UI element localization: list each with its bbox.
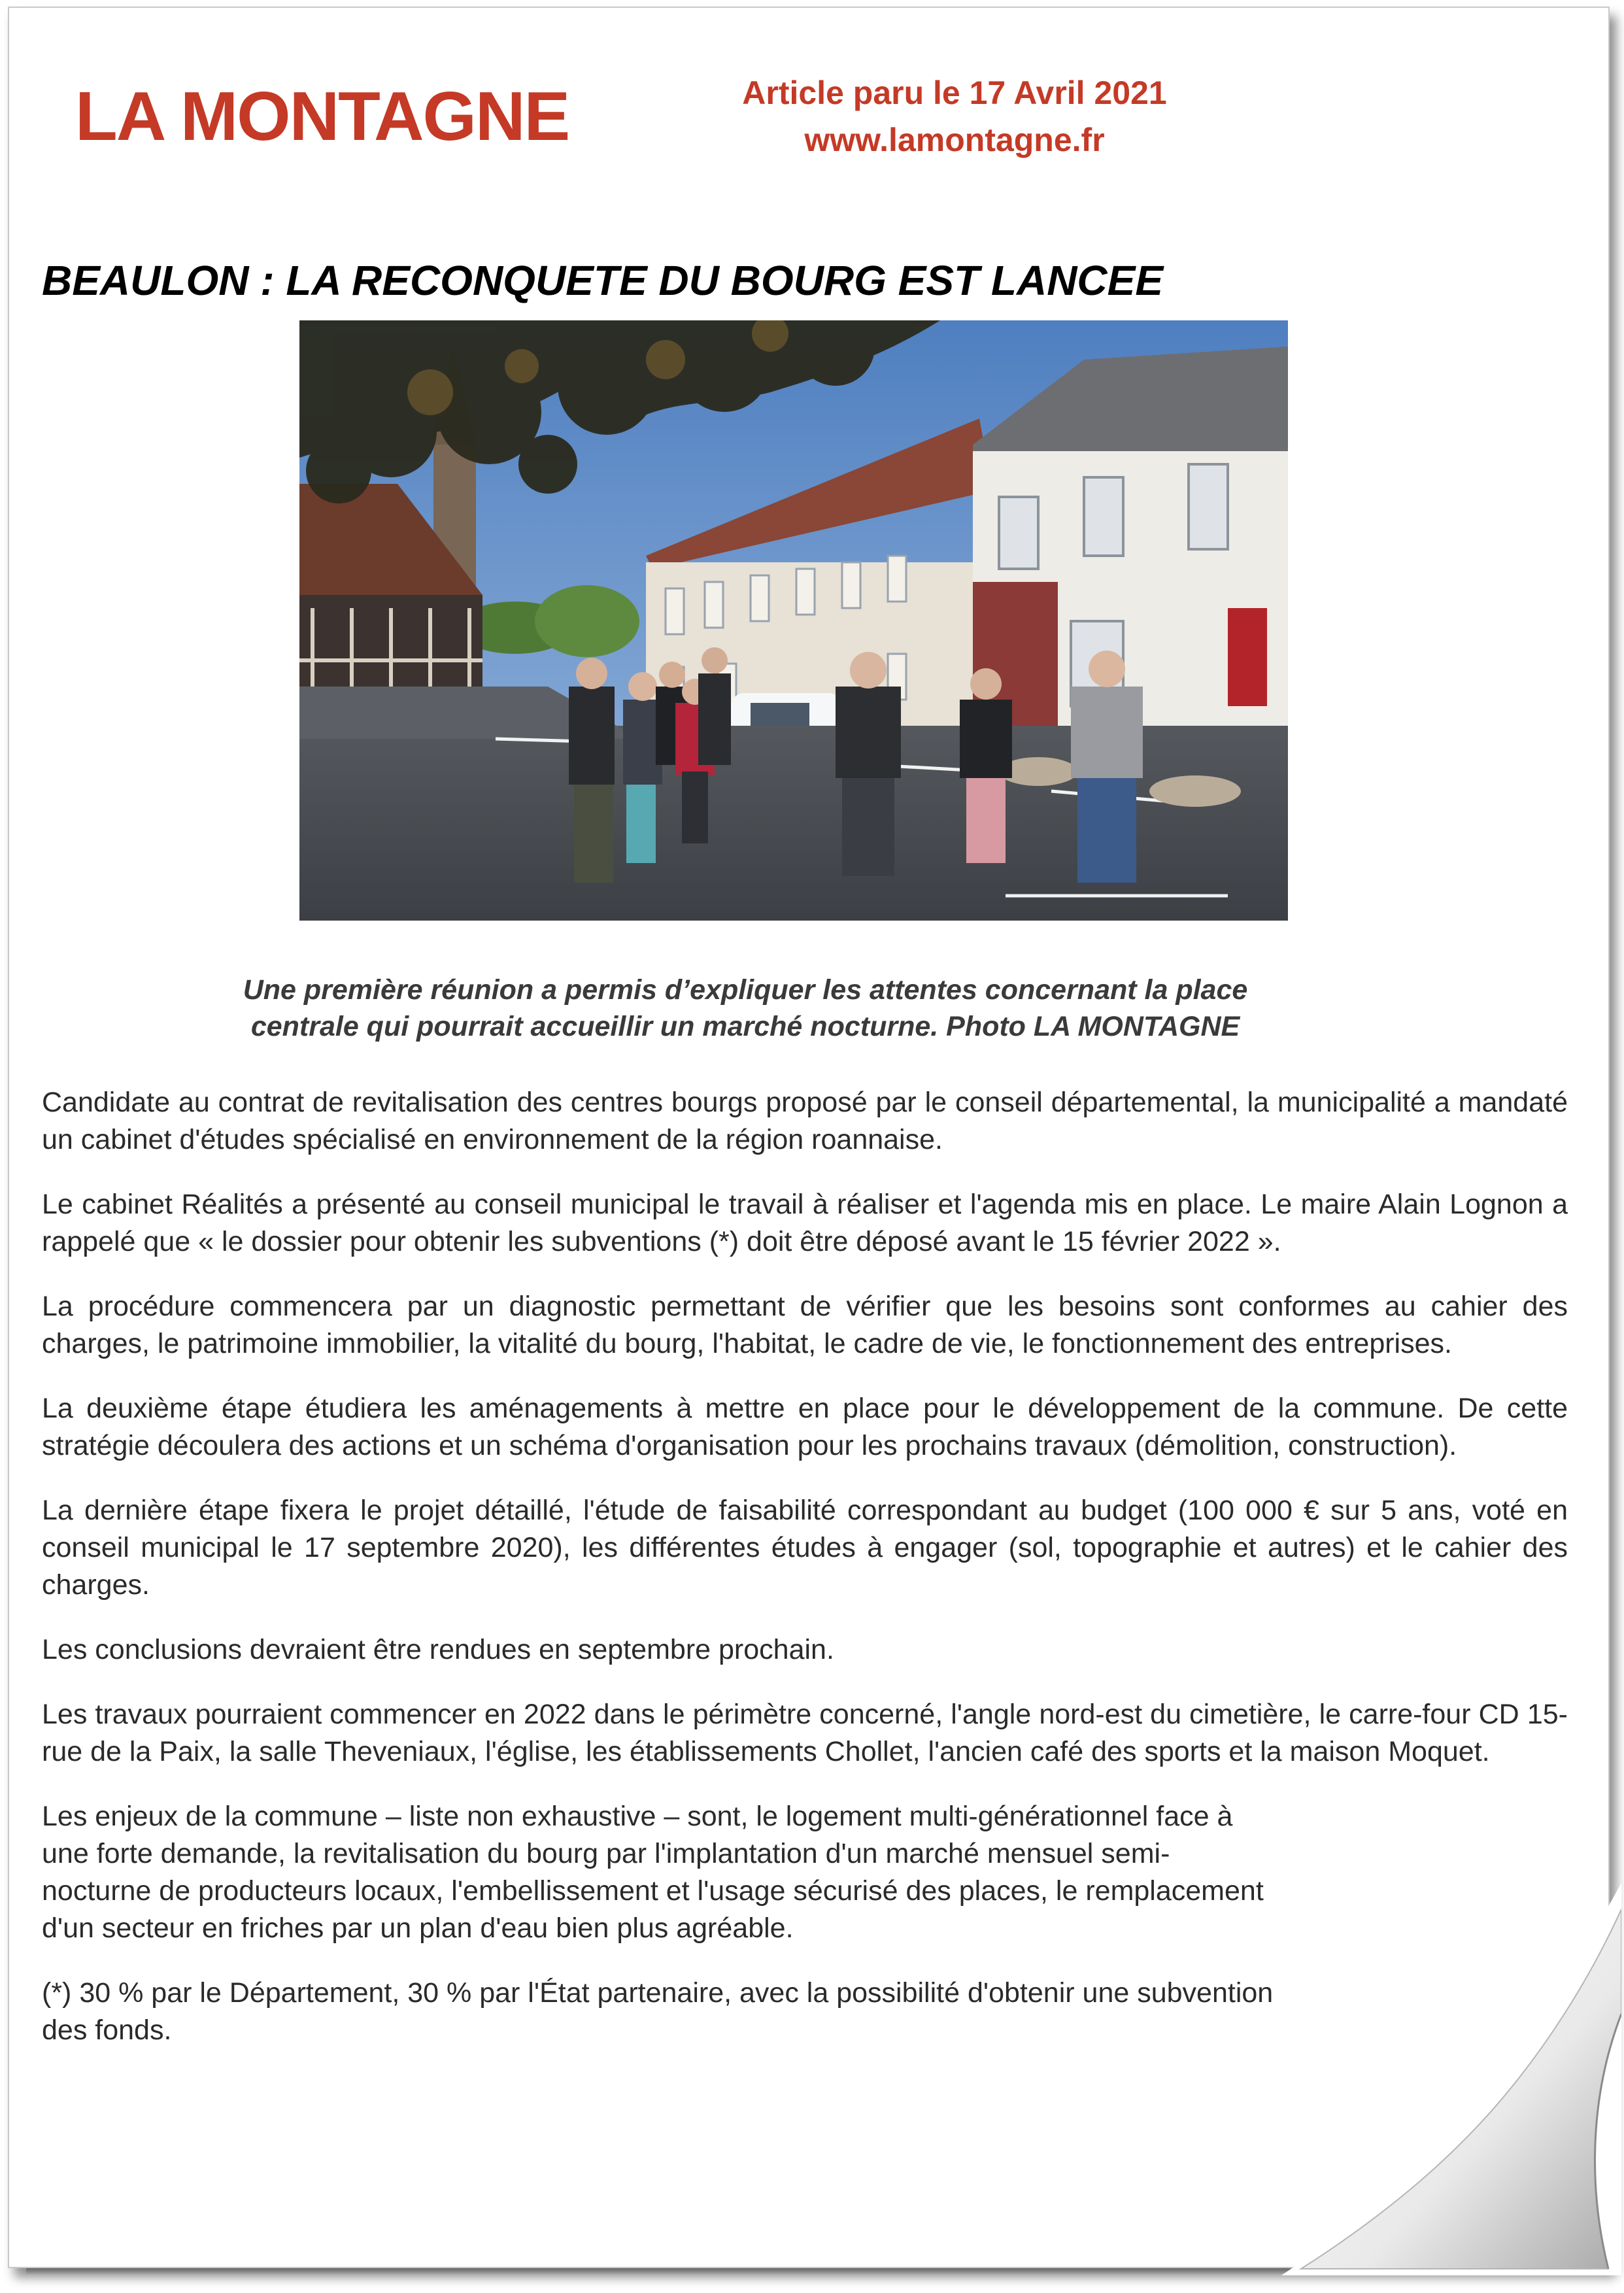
article-paragraph: La procédure commencera par un diagnostic permettant de vérifier que les besoins sont conformes au cahier des charges, le patrimoine immobilier, la vitalité du bourg, l'habitat, le cadre de vie, le fonctionnement des entreprises. xyxy=(42,1291,1568,1359)
article-paragraph: Le cabinet Réalités a présenté au conseil municipal le travail à réaliser et l'agenda mis en place. Le maire Alain Lognon a rappelé que « le dossier pour obtenir les subventions (*) doit être déposé avant le 15 février 2022 ». xyxy=(42,1189,1568,1257)
article-paragraph: Les enjeux de la commune – liste non exhaustive – sont, le logement multi-générationnel face à une forte demande, la revitalisation du bourg par l'implantation d'un marché mensuel semi-nocturne de producteurs locaux, l'embellissement et l'usage sécurisé des places, le remplacement d'un secteur en friches par un plan d'eau bien plus agréable. xyxy=(42,1801,1264,1944)
article-paragraph: La deuxième étape étudiera les aménagements à mettre en place pour le développement de la commune. De cette stratégie découlera des actions et un schéma d'organisation pour les prochains travaux (démolition, construction). xyxy=(42,1393,1568,1461)
article-paragraph: Les conclusions devraient être rendues en septembre prochain. xyxy=(42,1634,834,1665)
article-paragraph: Les travaux pourraient commencer en 2022 dans le périmètre concerné, l'angle nord-est du cimetière, le carre-four CD 15-rue de la Paix, la salle Theveniaux, l'église, les établissements Chollet, l'ancien café des sports et la maison Moquet. xyxy=(42,1699,1568,1767)
article-headline: BEAULON : LA RECONQUETE DU BOURG EST LANCEE xyxy=(42,257,1163,304)
article-paragraph: Candidate au contrat de revitalisation des centres bourgs proposé par le conseil départemental, la municipalité a mandaté un cabinet d'études spécialisé en environnement de la région roannaise. xyxy=(42,1087,1568,1155)
photo-caption-line-2: centrale qui pourrait accueillir un marché nocturne. Photo LA MONTAGNE xyxy=(250,1011,1240,1042)
photo-caption-line-1: Une première réunion a permis d’expliquer les attentes concernant la place xyxy=(243,974,1248,1006)
article-photo xyxy=(299,320,1288,921)
newspaper-masthead: LA MONTAGNE xyxy=(75,78,569,155)
photo-caption xyxy=(216,972,1275,1045)
publication-date: Article paru le 17 Avril 2021 xyxy=(742,75,1167,111)
article-body xyxy=(42,1084,1568,2077)
article-paragraph: La dernière étape fixera le projet détaillé, l'étude de faisabilité correspondant au budget (100 000 € sur 5 ans, voté en conseil municipal le 17 septembre 2020), les différentes études à engager (sol, topographie et autres) et le cahier des charges. xyxy=(42,1495,1568,1601)
publication-website: www.lamontagne.fr xyxy=(804,122,1105,158)
publication-info xyxy=(693,69,1216,163)
article-footnote: (*) 30 % par le Département, 30 % par l'État partenaire, avec la possibilité d'obtenir une subvention des fonds. xyxy=(42,1977,1274,2046)
